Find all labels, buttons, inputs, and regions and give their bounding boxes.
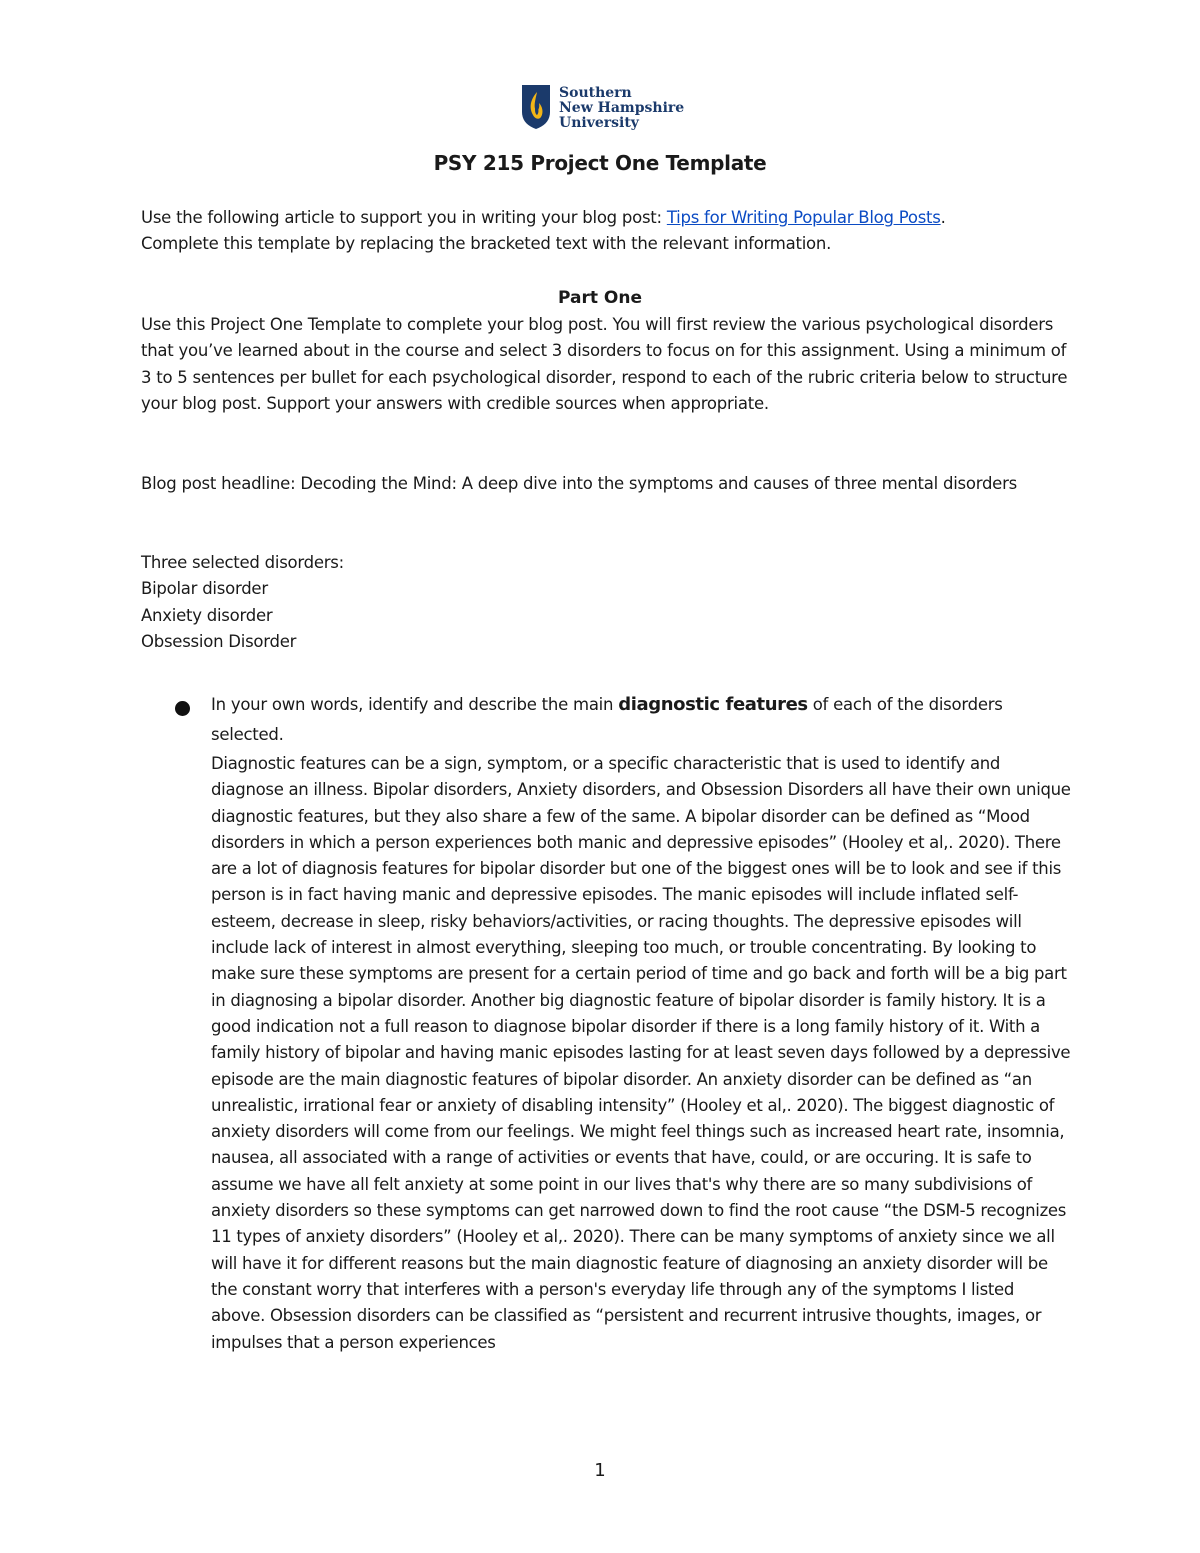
diagnostic-features-response: Diagnostic features can be a sign, symptom, or a specific characteristic that is used to identify and diagnose an illness. Bipolar disorders, Anxiety disorders, and Obsession Disorders all have their own unique diagnostic features, but they also share a few of the same. A bipolar disorder can be defined as “Mood disorders in which a person experiences both manic and depressive episodes” (Hooley et al,. 2020). There are a lot of diagnosis features for bipolar disorder but one of the biggest ones will be to look and see if this person is in fact having manic and depressive episodes. The manic episodes will include inflated self- esteem, decrease in sleep, risky behaviors/activities, or racing thoughts. The depressive episodes will include lack of interest in almost everything, sleeping too much, or trouble concentrating. By looking to make sure these symptoms are present for a certain period of time and go back and forth will be a big part in diagnosing a bipolar disorder. Another big diagnostic feature of bipolar disorder is family history. It is a good indication not a full reason to diagnose bipolar disorder if there is a long family history of it. With a family history of bipolar and having manic episodes lasting for at least seven days followed by a depressive episode are the main diagnostic features of bipolar disorder. An anxiety disorder can be defined as “an unrealistic, irrational fear or anxiety of disabling intensity” (Hooley et al,. 2020). The biggest diagnostic of anxiety disorders will come from our feelings. We might feel things such as increased heart rate, insomnia, nausea, all associated with a range of activities or events that have, could, or are occuring. It is safe to assume we have all felt anxiety at some point in our lives that's why there are so many subdivisions of anxiety disorders so these symptoms can get narrowed down to find the root cause “the DSM-5 recognizes 11 types of anxiety disorders” (Hooley et al,. 2020). There can be many symptoms of anxiety since we all will have it for different reasons but the main diagnostic feature of diagnosing an anxiety disorder will be the constant worry that interferes with a person's everyday life through any of the symptoms I listed above. Obsession disorders can be classified as “persistent and recurrent intrusive thoughts, images, or impulses that a person experiences (211, 754, 1071, 1352)
bullet-prompt (211, 690, 1071, 750)
logo-line-2: New Hampshire (559, 100, 685, 116)
selected-disorders (141, 550, 1071, 655)
intro-period: . (940, 208, 946, 227)
intro-lead: Use the following article to support you in writing your blog post: (141, 208, 667, 227)
blog-tips-link[interactable]: Tips for Writing Popular Blog Posts (666, 208, 941, 227)
page-number: 1 (594, 1460, 606, 1481)
disorder-item: Bipolar disorder (141, 579, 268, 599)
prompt-emphasis: diagnostic features (618, 694, 808, 715)
part-one-heading: Part One (558, 288, 642, 308)
flame-shield-icon (521, 84, 551, 130)
prompt-text: In your own words, identify and describe the main (211, 695, 619, 714)
blog-headline: Blog post headline: Decoding the Mind: A deep dive into the symptoms and causes of three mental disorders (141, 474, 1017, 493)
intro-instructions: Complete this template by replacing the bracketed text with the relevant information. (141, 234, 832, 254)
document-title: PSY 215 Project One Template (433, 151, 767, 175)
bullet-dot-icon (175, 701, 190, 716)
logo-line-3: University (559, 115, 639, 131)
logo-line-1: Southern (559, 85, 632, 101)
disorder-item: Anxiety disorder (141, 605, 273, 625)
part-one-instructions: Use this Project One Template to complete your blog post. You will first review the various psychological disorders that you’ve learned about in the course and select 3 disorders to focus on for this assignment. Using a minimum of 3 to 5 sentences per bullet for each psychological disorder, respond to each of the rubric criteria below to structure your blog post. Support your answers with credible sources when appropriate. (141, 315, 1068, 413)
disorders-label: Three selected disorders: (141, 553, 344, 572)
intro-paragraph (141, 205, 1071, 258)
prompt-text-end: of each of the disorders selected. (211, 695, 1003, 744)
logo-wordmark (559, 86, 684, 131)
university-logo (521, 84, 691, 134)
disorder-item: Obsession Disorder (141, 631, 297, 651)
